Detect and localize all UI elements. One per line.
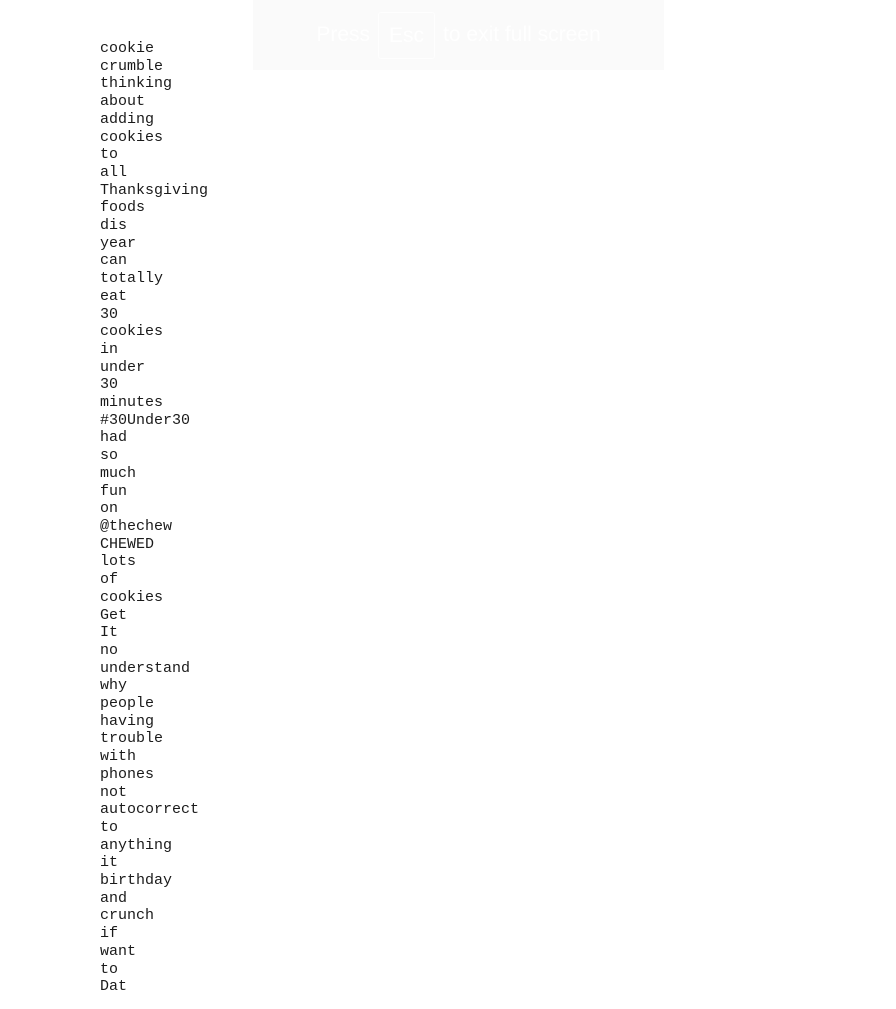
word-item: if: [100, 925, 119, 943]
word-item: fun: [100, 482, 128, 500]
word-item: birthday: [100, 872, 173, 890]
word-item: to: [100, 146, 119, 164]
banner-prefix: Press: [316, 23, 371, 46]
word-item: it: [100, 854, 119, 872]
word-item: in: [100, 340, 119, 358]
word-item: cookies: [100, 128, 164, 146]
word-item: all: [100, 163, 128, 181]
word-item: so: [100, 447, 119, 465]
word-item: want: [100, 942, 137, 960]
word-item: no: [100, 641, 119, 659]
word-item: Dat: [100, 978, 128, 996]
word-item: and: [100, 889, 128, 907]
word-item: cookies: [100, 588, 164, 606]
word-item: CHEWED: [100, 535, 155, 553]
word-item: thinking: [100, 75, 173, 93]
banner-suffix: to exit full screen: [443, 23, 601, 46]
word-item: on: [100, 500, 119, 518]
word-list: [100, 40, 208, 996]
word-item: to: [100, 818, 119, 836]
word-item: autocorrect: [100, 801, 200, 819]
word-item: crunch: [100, 907, 155, 925]
word-item: much: [100, 464, 137, 482]
word-item: cookies: [100, 323, 164, 341]
word-item: eat: [100, 287, 128, 305]
word-item: not: [100, 783, 128, 801]
word-item: about: [100, 93, 146, 111]
word-item: It: [100, 624, 119, 642]
word-item: #30Under30: [100, 411, 191, 429]
word-item: crumble: [100, 57, 164, 75]
word-item: totally: [100, 270, 164, 288]
word-item: to: [100, 960, 119, 978]
word-item: with: [100, 748, 137, 766]
word-item: trouble: [100, 730, 164, 748]
word-item: people: [100, 695, 155, 713]
word-item: having: [100, 712, 155, 730]
word-item: @thechew: [100, 517, 173, 535]
word-item: anything: [100, 836, 173, 854]
esc-key-badge: Esc: [378, 12, 435, 59]
word-item: minutes: [100, 394, 164, 412]
word-item: phones: [100, 765, 155, 783]
word-item: year: [100, 234, 137, 252]
word-item: understand: [100, 659, 191, 677]
word-item: lots: [100, 553, 137, 571]
word-item: adding: [100, 110, 155, 128]
word-item: foods: [100, 199, 146, 217]
word-item: under: [100, 358, 146, 376]
word-item: had: [100, 429, 128, 447]
fullscreen-exit-notice: [253, 0, 664, 70]
word-item: 30: [100, 376, 119, 394]
word-item: dis: [100, 217, 128, 235]
word-item: cookie: [100, 40, 155, 57]
word-item: why: [100, 677, 128, 695]
word-item: of: [100, 571, 119, 589]
word-item: 30: [100, 305, 119, 323]
word-item: Get: [100, 606, 128, 624]
word-item: Thanksgiving: [100, 181, 209, 199]
word-item: can: [100, 252, 128, 270]
